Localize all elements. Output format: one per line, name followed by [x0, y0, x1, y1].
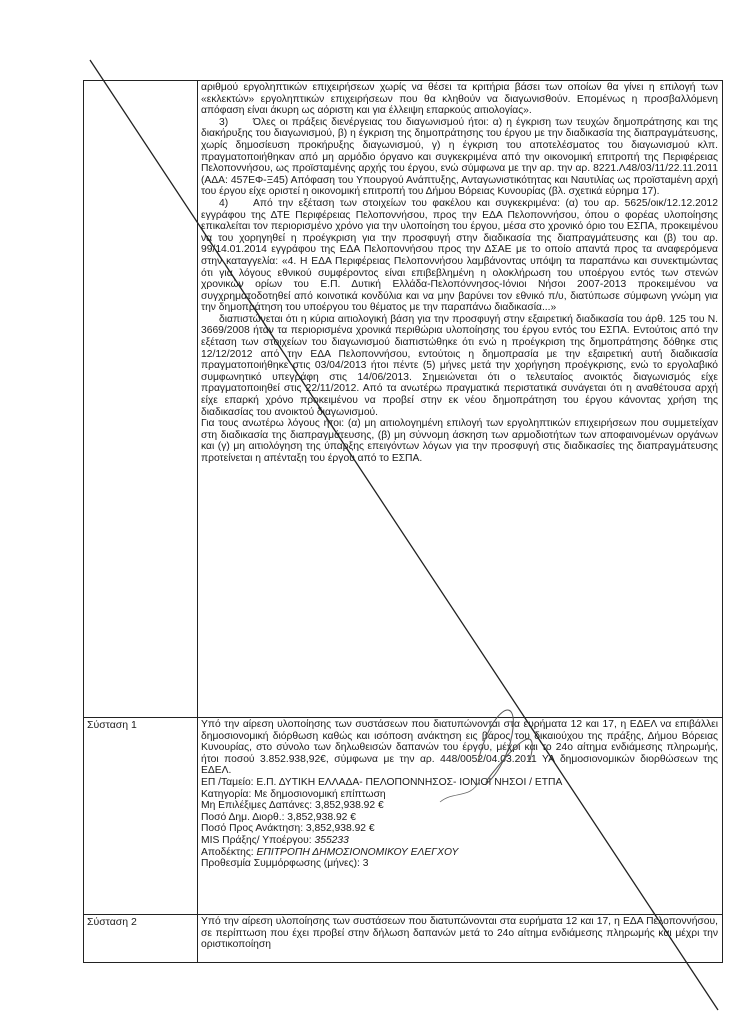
recommendation-1-label: Σύσταση 1	[84, 718, 198, 915]
recipient-label: Αποδέκτης:	[201, 846, 257, 858]
correction-amount-line: Ποσό Δημ. Διορθ.: 3,852,938.92 €	[201, 811, 356, 823]
mis-value: 355233	[314, 834, 349, 846]
point-3-number: 3)	[219, 116, 229, 128]
conclusion-paragraph: διαπιστώνεται ότι η κύρια αιτιολογική βάση για την προσφυγή στην εξαιρετική διαδικασία του άρθ. 125 του Ν. 3669/2008 ήταν τα περιορισμένα χρονικά περιθώρια υλοποίησης του έργου εντός του ΕΣΠΑ. Εντούτοις από την εξέταση των στοιχείων του διαγωνισμού διαπιστώθηκε ότι ενώ η προέγκριση της δημοπράτησης δόθηκε στις 12/12/2012 από την ΕΔΑ Πελοποννήσου, εντούτοις η δημοπρασία με την εξαιρετική αυτή διαδικασία πραγματοποιήθηκε στις 03/04/2013 ήτοι πέντε (5) μήνες μετά την χορήγηση προέγκρισης, ενώ το εργολαβικό συμφωνητικό υπεγράφη στις 14/06/2013. Σημειώνεται ότι ο τελευταίος ανοικτός διαγωνισμός είχε πραγματοποιηθεί στις 22/11/2012. Από τα ανωτέρω πραγματικά περιστατικά συνάγεται ότι η αναθέτουσα αρχή είχε επαρκή χρόνο προκειμένου να προβεί στην εκ νέου δημοπράτηση του έργου κάνοντας χρήση της διαδικασίας του ανοικτού διαγωνισμού.	[201, 313, 718, 418]
recommendation-2-text: Υπό την αίρεση υλοποίησης των συστάσεων που διατυπώνονται στα ευρήματα 12 και 17, η ΕΔΑ Πελοποννήσου, σε περίπτωση που έχει προβεί στην δήλωση δαπανών μετά το 24ο αίτημα ενδιάμεσης πληρωμής και μέχρι την οριστικοποίηση	[201, 916, 718, 951]
program-line: ΕΠ /Ταμείο: Ε.Π. ΔΥΤΙΚΗ ΕΛΛΑΔΑ- ΠΕΛΟΠΟΝΝΗΣΟΣ- ΙΟΝΙΟΙ ΝΗΣΟΙ / ΕΤΠΑ	[201, 776, 563, 788]
recommendation-1-text: Υπό την αίρεση υλοποίησης των συστάσεων που διατυπώνονται στα ευρήματα 12 και 17, η ΕΔΕΛ να επιβάλλει δημοσιονομική διόρθωση καθώς και ισόποση ανάκτηση εις βάρος του δικαιούχου της πράξης, Δήμου Βόρειας Κυνουρίας, στο σύνολο των δηλωθεισών δαπανών του έργου, μέχρι και το 24ο αίτημα ενδιάμεσης πληρωμής, ήτοι ποσού 3.852.938,92€, σύμφωνα με την αρ. 448/0052/04.03.2011 ΥΑ δημοσιονομικών διορθώσεων της ΕΔΕΛ.	[201, 719, 718, 777]
mis-label: MIS Πράξης/ Υποέργου:	[201, 834, 315, 846]
diagonal-line	[90, 60, 718, 1010]
recommendation-2-label: Σύσταση 2	[84, 915, 198, 963]
summary-paragraph: Για τους ανωτέρω λόγους ήτοι: (α) μη αιτιολογημένη επιλογή των εργοληπτικών επιχειρήσεων που συμμετείχαν στη διαδικασία της διαπραγμάτευσης, (β) μη σύννομη άσκηση των αρμοδιοτήτων των αποφαινομένων οργάνων και (γ) μη αιτιολόγηση της ύπαρξης επειγόντων λόγων για την προσφυγή στις διαδικασίες της διαπραγμάτευσης προτείνεται η απένταξη του έργου από το ΕΣΠΑ.	[201, 418, 718, 464]
deadline-line: Προθεσμία Συμμόρφωσης (μήνες): 3	[201, 858, 369, 870]
point-4-number: 4)	[219, 197, 229, 209]
ineligible-expenses-line: Μη Επιλέξιμες Δαπάνες: 3,852,938.92 €	[201, 800, 384, 812]
point-4-text: Από την εξέταση των στοιχείων του φακέλου και συγκεκριμένα: (α) του αρ. 5625/οικ/12.12.2012 εγγράφου της ΔΤΕ Περιφέρειας Πελοποννήσου, προς την ΕΔΑ Πελοποννήσου, όπου ο φορέας υλοποίησης επικαλείται τον περιορισμένο χρόνο για την υλοποίηση του έργου, μέσα στο χρονικό όριο του ΕΣΠΑ, προκειμένου να του χορηγηθεί η προέγκριση για την προσφυγή στην διαδικασία της διαπραγμάτευσης και (β) του αρ. 99/14.01.2014 εγγράφου της ΕΔΑ Πελοποννήσου προς την ΔΣΑΕ με το οποίο απαντά προς τα αναφερόμενα στην καταγγελία: «4. Η ΕΔΑ Περιφέρειας Πελοποννήσου λαμβάνοντας υπόψη τα παραπάνω και συνεκτιμώντας ότι για λόγους εθνικού συμφέροντος είναι επιβεβλημένη η ολοκλήρωση του υποέργου εντός των στενών χρονικών ορίων του Ε.Π. Δυτική Ελλάδα-Πελοπόννησος-Ιόνιοι Νήσοι 2007-2013 προκειμένου να συγχρηματοδοτηθεί από κοινοτικά κονδύλια και να μην βαρύνει τον εθνικό π/υ, διατύπωσε σύμφωνη γνώμη για την δημοπράτηση του υποέργου του θέματος με την παραπάνω διαδικασία...»	[201, 197, 718, 314]
signature-stroke	[440, 780, 480, 802]
intro-paragraph: αριθμού εργοληπτικών επιχειρήσεων χωρίς να θέσει τα κριτήρια βάσει των οποίων θα γίνει η επιλογή των «εκλεκτών» εργοληπτικών επιχειρήσεων που θα κληθούν να διαγωνισθούν. Επομένως η προσβαλλόμενη απόφαση είναι άκυρη ως αόριστη και για έλλειψη επαρκούς αιτιολογίας».	[201, 82, 718, 117]
category-line: Κατηγορία: Με δημοσιονομική επίπτωση	[201, 788, 386, 800]
point-3-text: Όλες οι πράξεις διενέργειας του διαγωνισμού ήτοι: α) η έγκριση των τευχών δημοπράτησης και της διακήρυξης του διαγωνισμού, β) η έγκριση της δημοπράτησης του έργου με την διαδικασία της διαπραγμάτευσης, χωρίς δημοσίευση προκήρυξης διαγωνισμού, γ) η έγκριση του αποτελέσματος του διαγωνισμού κλπ. πραγματοποιήθηκαν από μη αρμόδιο όργανο και συγκεκριμένα από την οικονομική επιτροπή της Περιφέρειας Πελοποννήσου, ως προϊσταμένης αρχής του έργου, ενώ σύμφωνα με την αρ. την αρ. 8221.Λ48/03/11/22.11.2011 (ΑΔΑ: 457ΕΦ-Ξ45) Απόφαση του Υπουργού Ανάπτυξης, Ανταγωνιστικότητας και Ναυτιλίας ως προϊσταμένη αρχή του έργου είχε οριστεί η οικονομική επιτροπή του Δήμου Βόρειας Κυνουρίας (βλ. σχετικά εύρημα 17).	[201, 116, 718, 198]
handwritten-initials	[478, 710, 532, 783]
recovery-amount-line: Ποσό Προς Ανάκτηση: 3,852,938.92 €	[201, 823, 375, 835]
recipient-value: ΕΠΙΤΡΟΠΗ ΔΗΜΟΣΙΟΝΟΜΙΚΟΥ ΕΛΕΓΧΟΥ	[256, 846, 459, 858]
